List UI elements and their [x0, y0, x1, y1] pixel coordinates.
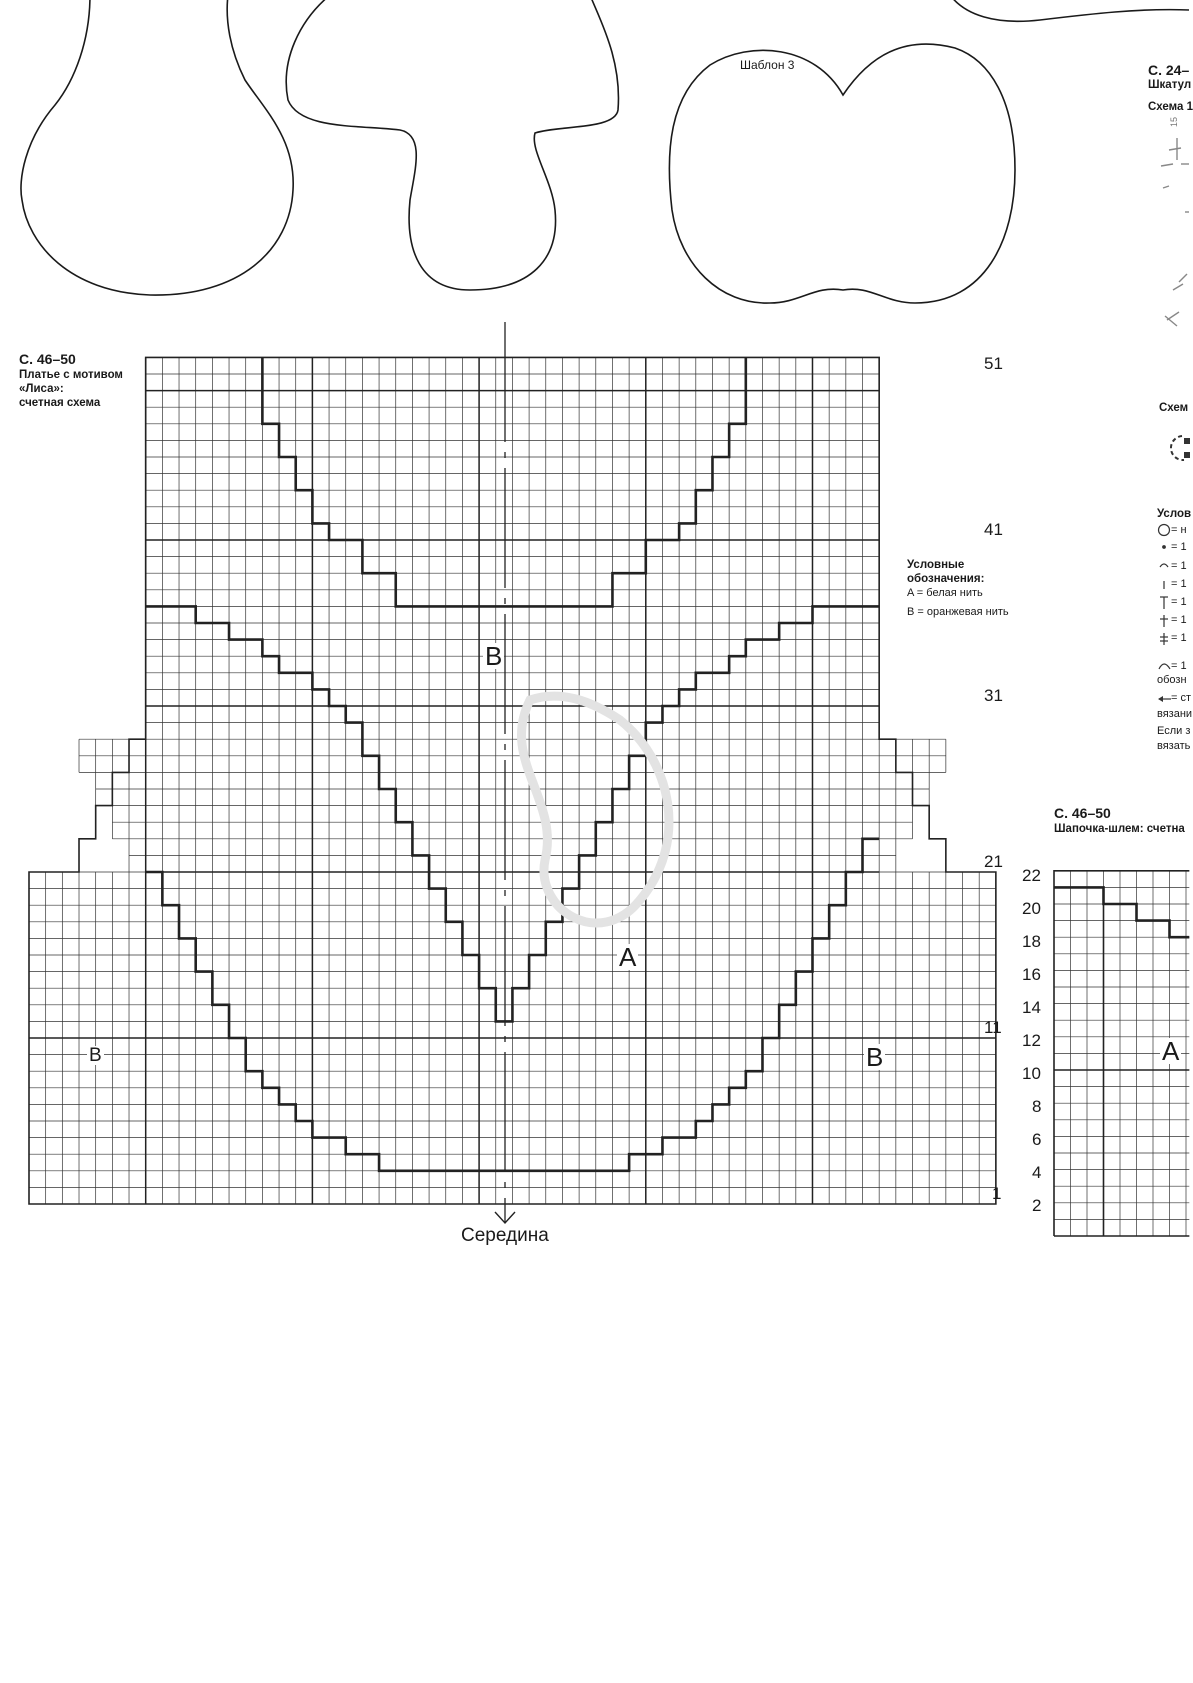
dress-region-label: B [866, 1042, 884, 1072]
dress-row-number: 21 [984, 852, 1003, 871]
box-scheme-2: Схем [1159, 402, 1189, 414]
dress-region-label: B [485, 641, 503, 671]
dress-region-label: B [89, 1045, 102, 1066]
dress-row-number: 41 [984, 520, 1003, 539]
template-3-label: Шаблон 3 [740, 58, 795, 72]
box-page-ref: С. 24– [1148, 62, 1190, 78]
dress-row-number: 51 [984, 354, 1003, 373]
center-label: Середина [461, 1225, 549, 1246]
dress-title-line2: «Лиса»: [19, 383, 64, 395]
box-legend-line: = 1 [1171, 596, 1187, 608]
box-legend-line: = 1 [1171, 541, 1187, 553]
legend-item-a: A = белая нить [907, 587, 983, 599]
box-legend-line: = 1 [1171, 632, 1187, 644]
dress-row-number: 11 [984, 1018, 1002, 1037]
legend-title-line2: обозначения: [907, 573, 985, 585]
dress-row-number: 31 [984, 686, 1003, 705]
hat-title: Шапочка-шлем: счетна [1054, 823, 1185, 835]
box-title: Шкатул [1148, 79, 1192, 91]
hat-row-number: 6 [1032, 1130, 1042, 1149]
box-legend-title: Услов [1157, 508, 1192, 520]
hat-color-line [1054, 887, 1189, 937]
hat-page-ref: С. 46–50 [1054, 805, 1111, 821]
hat-row-number: 16 [1022, 965, 1041, 984]
hat-row-number: 8 [1032, 1097, 1042, 1116]
box-legend-line: = ст [1171, 692, 1192, 704]
dress-row-number: 1 [992, 1184, 1002, 1203]
hat-row-number: 20 [1022, 899, 1041, 918]
hat-row-number: 12 [1022, 1031, 1041, 1050]
hat-row-number: 2 [1032, 1196, 1042, 1215]
box-legend-line: вязани [1157, 708, 1193, 720]
hat-row-number: 18 [1022, 932, 1041, 951]
box-scheme-1: Схема 1 [1148, 101, 1193, 113]
box-legend-line: = 1 [1171, 578, 1187, 590]
box-legend-line: обозн [1157, 674, 1187, 686]
hat-row-number: 14 [1022, 998, 1041, 1017]
box-legend-line: = н [1171, 524, 1187, 536]
legend-item-b: B = оранжевая нить [907, 606, 1009, 618]
legend-title-line1: Условные [907, 559, 965, 571]
hat-row-number: 22 [1022, 866, 1041, 885]
hat-row-number: 4 [1032, 1163, 1042, 1182]
dress-region-label: A [619, 942, 637, 972]
box-legend-line: вязать [1157, 740, 1191, 752]
box-legend-line: = 1 [1171, 660, 1187, 672]
hat-region-label: A [1162, 1036, 1180, 1066]
box-legend-line: = 1 [1171, 560, 1187, 572]
dress-title-line1: Платье с мотивом [19, 369, 123, 381]
box-legend-line: Если з [1157, 725, 1191, 737]
dress-title-line3: счетная схема [19, 397, 101, 409]
dress-page-ref: С. 46–50 [19, 351, 76, 367]
box-number: 15 [1169, 116, 1179, 127]
box-legend-line: = 1 [1171, 614, 1187, 626]
hat-row-number: 10 [1022, 1064, 1041, 1083]
